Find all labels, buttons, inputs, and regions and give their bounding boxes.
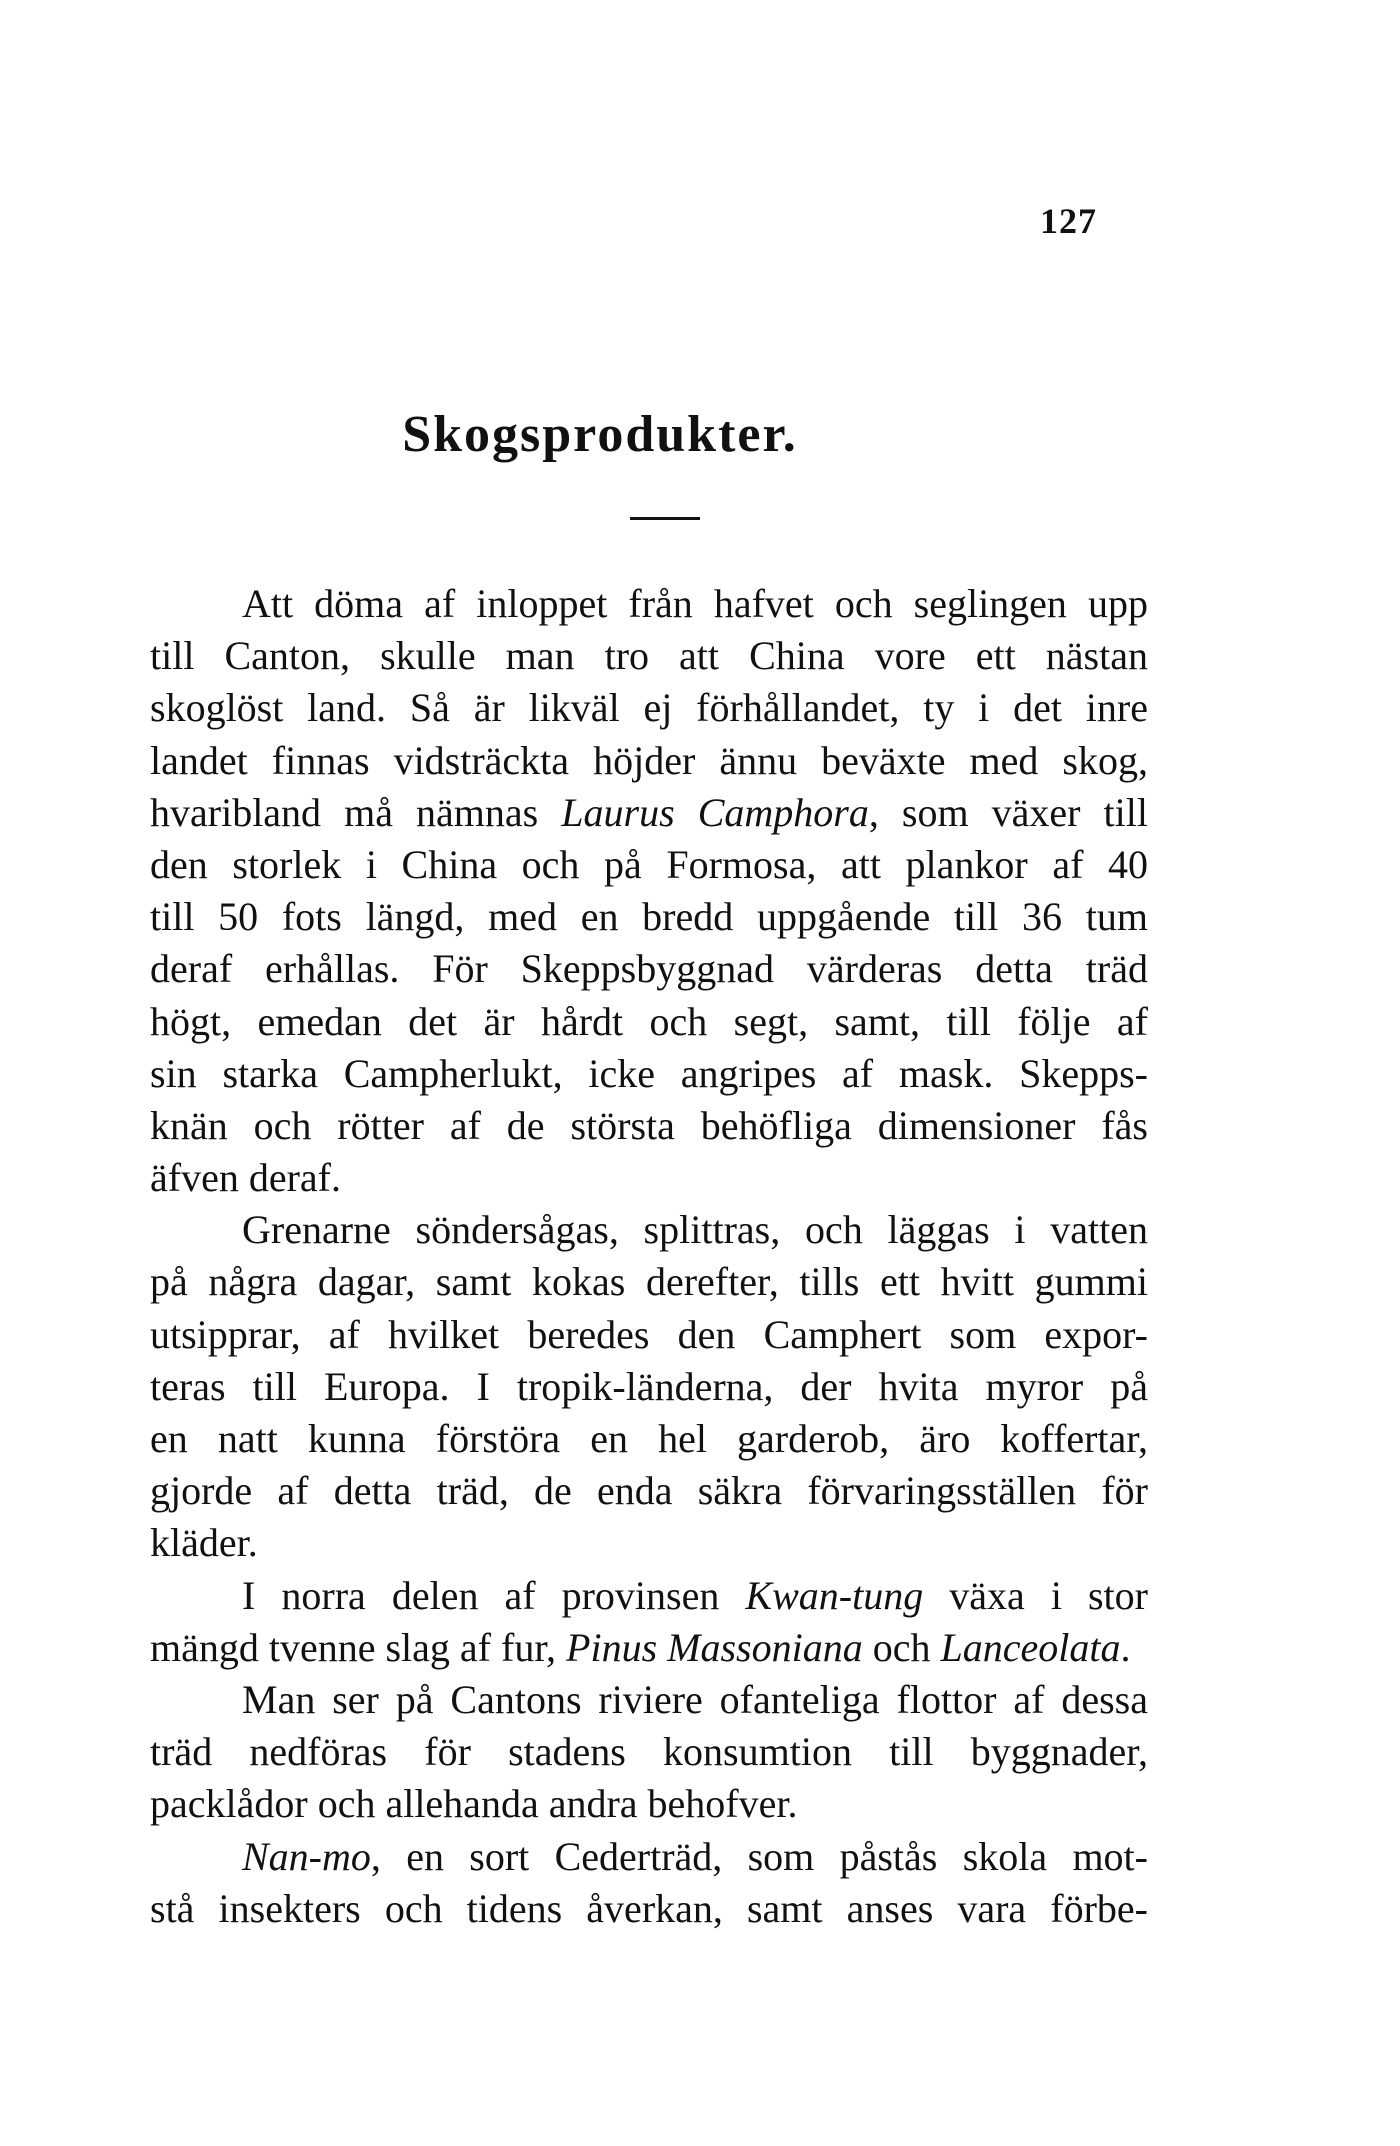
text-line [150,1622,1148,1674]
text-line [150,787,1148,839]
text-line [150,1256,1148,1308]
text-line [150,682,1148,734]
text-segment: gjorde af detta träd, de enda säkra förvaringsställen för [150,1468,1148,1514]
text-line [150,1883,1148,1935]
text-line [150,1674,1148,1726]
text-segment: växa i stor [923,1572,1148,1618]
text-segment: landet finnas vidsträckta höjder ännu beväxte med skog, [150,737,1148,783]
text-line [150,1048,1148,1100]
section-heading: Skogsprodukter. [402,406,798,463]
text-line [150,1204,1148,1256]
text-line [150,1152,1148,1204]
text-segment: till 50 fots längd, med en bredd uppgående till 36 tum [150,894,1148,940]
text-line [150,1413,1148,1465]
text-line [150,1309,1148,1361]
text-segment: Grenarne söndersågas, splittras, och läggas i vatten [242,1207,1148,1253]
text-segment: hvaribland må nämnas [150,789,562,835]
paragraph [150,1570,1148,1674]
text-segment: till Canton, skulle man tro att China vore ett nästan [150,633,1148,679]
text-line [150,839,1148,891]
text-line [150,1361,1148,1413]
italic-term: Nan-mo [242,1833,371,1879]
text-segment: . [1120,1624,1131,1670]
text-segment: skoglöst land. Så är likväl ej förhållandet, ty i det inre [150,685,1148,731]
text-segment: teras till Europa. I tropik-länderna, der hvita myror på [150,1363,1148,1409]
text-segment: mängd tvenne slag af fur, [150,1624,567,1670]
text-segment: kläder. [150,1520,258,1566]
text-segment: sin starka Campherlukt, icke angripes af mask. Skepps- [150,1050,1148,1096]
text-segment: deraf erhållas. För Skeppsbyggnad värderas detta träd [150,946,1148,992]
text-segment: högt, emedan det är hårdt och segt, samt, till följe af [150,998,1148,1044]
text-line [150,996,1148,1048]
text-segment: stå insekters och tidens åverkan, samt anses vara förbe- [150,1885,1148,1931]
text-segment: Man ser på Cantons riviere ofanteliga flottor af dessa [242,1676,1148,1722]
text-line [150,1465,1148,1517]
text-segment: Att döma af inloppet från hafvet och seglingen upp [242,581,1148,626]
text-line [150,943,1148,995]
text-segment: den storlek i China och på Formosa, att plankor af 40 [150,841,1148,887]
italic-term: Pinus Massoniana [566,1624,863,1670]
text-segment: packlådor och allehanda andra behofver. [150,1781,798,1827]
text-segment: , en sort Cederträd, som påstås skola mot- [370,1833,1148,1879]
text-segment: knän och rötter af de största behöfliga dimensioner fås [150,1102,1148,1148]
text-line [150,1517,1148,1569]
italic-term: Laurus Camphora [561,789,869,835]
italic-term: Kwan-tung [745,1572,924,1618]
text-line [150,1570,1148,1622]
paragraph [150,1204,1148,1569]
text-segment: I norra delen af provinsen [242,1572,746,1618]
text-line [150,1831,1148,1883]
text-line [150,1100,1148,1152]
text-line [150,735,1148,787]
text-segment: träd nedföras för stadens konsumtion till byggnader, [150,1729,1148,1775]
paragraph [150,1674,1148,1831]
text-line [150,630,1148,682]
text-segment: på några dagar, samt kokas derefter, tills ett hvitt gummi [150,1259,1148,1305]
heading-rule-divider [630,517,700,520]
text-segment: , som växer till [868,789,1148,835]
paragraph [150,1831,1148,1935]
page-number: 127 [1040,201,1097,241]
text-line [150,578,1148,630]
body-text [150,578,1148,1935]
text-line [150,1778,1148,1830]
paragraph [150,578,1148,1204]
text-line [150,891,1148,943]
text-segment: och [862,1624,941,1670]
text-segment: utsipprar, af hvilket beredes den Camphert som expor- [150,1311,1148,1357]
text-line [150,1726,1148,1778]
text-segment: en natt kunna förstöra en hel garderob, äro koffertar, [150,1416,1148,1461]
italic-term: Lanceolata [940,1624,1121,1670]
text-segment: äfven deraf. [150,1155,341,1201]
